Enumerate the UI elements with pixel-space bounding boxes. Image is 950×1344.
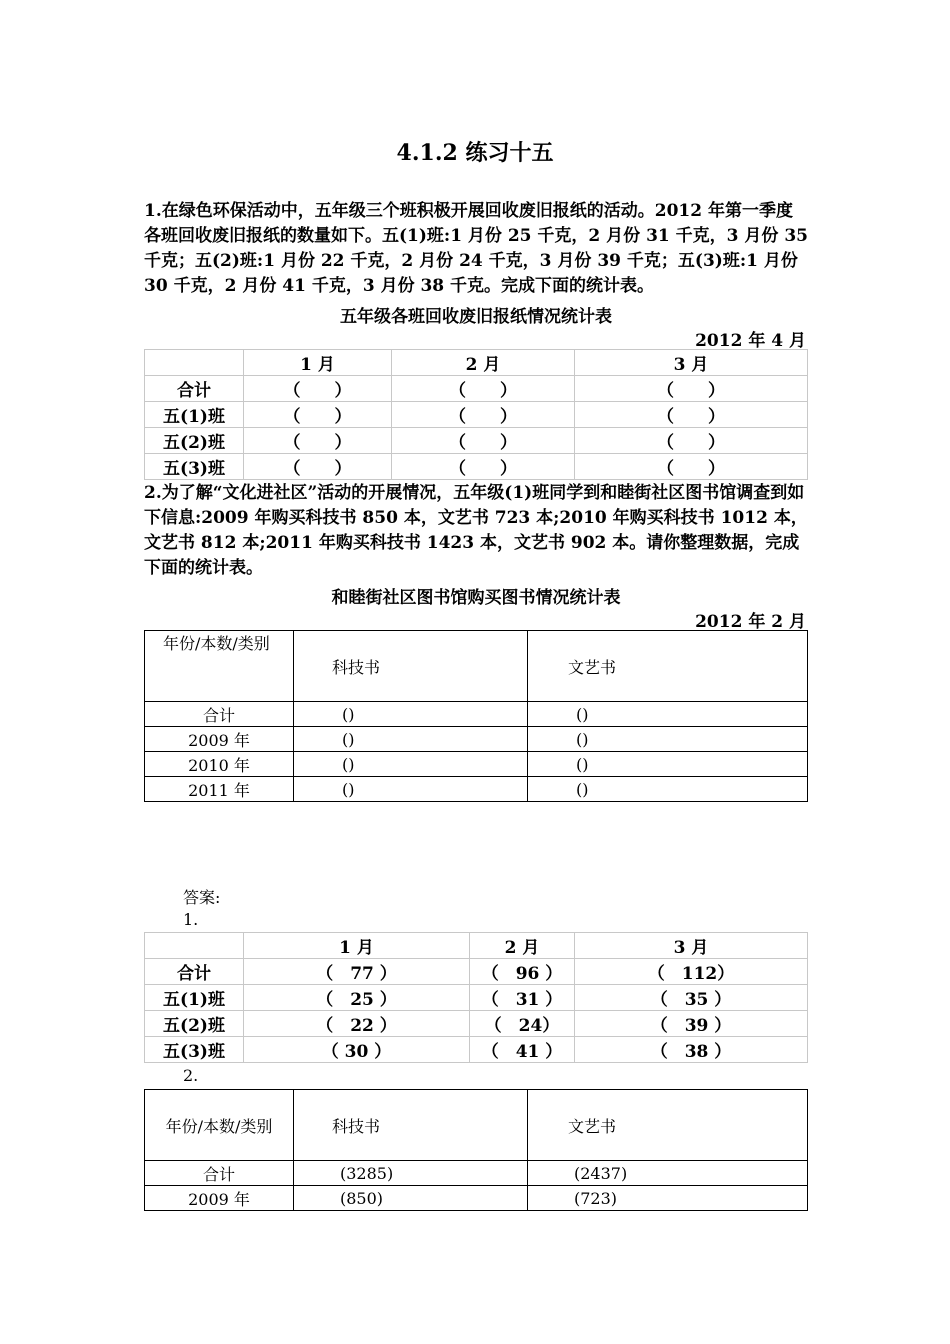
answer-cell: (2437): [528, 1161, 808, 1186]
table-row: [145, 985, 808, 1011]
row-label: 合计: [145, 1161, 294, 1186]
blank-cell: （ ）: [575, 376, 808, 402]
blank-cell: （ ）: [244, 454, 392, 480]
blank-cell: （ ）: [575, 428, 808, 454]
answer-cell: （ 24）: [470, 1011, 575, 1037]
row-label: 五(2)班: [145, 428, 244, 454]
blank-cell: (): [294, 727, 528, 752]
answer-cell: （ 112）: [575, 959, 808, 985]
table-header-cell: [145, 933, 244, 959]
answer-cell: （ 38 ）: [575, 1037, 808, 1063]
question-1-table-title: 五年级各班回收废旧报纸情况统计表: [340, 307, 612, 327]
table-row: [145, 1037, 808, 1063]
row-label: 合计: [145, 376, 244, 402]
table-row: [145, 727, 808, 752]
answer-cell: （ 30 ）: [244, 1037, 470, 1063]
table-header-row: [145, 933, 808, 959]
blank-cell: (): [528, 727, 808, 752]
table-row: [145, 454, 808, 480]
blank-cell: （ ）: [392, 454, 575, 480]
answer-cell: (723): [528, 1186, 808, 1211]
table-header-cell: 年份/本数/类别: [145, 631, 294, 702]
answer-cell: (850): [294, 1186, 528, 1211]
answer-cell: （ 39 ）: [575, 1011, 808, 1037]
answer-cell: （ 35 ）: [575, 985, 808, 1011]
answer-1-table: [144, 932, 808, 1063]
question-2-table-date: 2012 年 2 月: [695, 612, 806, 632]
answer-cell: （ 31 ）: [470, 985, 575, 1011]
page-title: 4.1.2 练习十五: [396, 140, 554, 166]
blank-cell: （ ）: [575, 454, 808, 480]
question-2-table: [144, 630, 808, 802]
table-header-cell: 1 月: [244, 350, 392, 376]
row-label: 合计: [145, 959, 244, 985]
blank-cell: (): [528, 752, 808, 777]
row-label: 五(1)班: [145, 985, 244, 1011]
blank-cell: (): [294, 752, 528, 777]
table-row: [145, 777, 808, 802]
table-header-cell: 科技书: [294, 1090, 528, 1161]
blank-cell: (): [528, 702, 808, 727]
table-header-cell: 年份/本数/类别: [145, 1090, 294, 1161]
blank-cell: （ ）: [392, 402, 575, 428]
answer-cell: （ 77 ）: [244, 959, 470, 985]
answer-cell: (3285): [294, 1161, 528, 1186]
table-header-cell: 科技书: [294, 631, 528, 702]
answer-1-label: 1.: [183, 910, 199, 929]
table-row: [145, 1011, 808, 1037]
row-label: 2009 年: [145, 727, 294, 752]
table-header-cell: 1 月: [244, 933, 470, 959]
table-row: [145, 428, 808, 454]
table-row: [145, 402, 808, 428]
row-label: 五(3)班: [145, 1037, 244, 1063]
table-header-cell: 2 月: [470, 933, 575, 959]
table-header-cell: 3 月: [575, 350, 808, 376]
answer-label: 答案:: [183, 888, 221, 907]
answer-cell: （ 41 ）: [470, 1037, 575, 1063]
table-header-row: [145, 631, 808, 702]
table-row: [145, 959, 808, 985]
row-label: 五(2)班: [145, 1011, 244, 1037]
question-1-table: [144, 349, 808, 480]
question-2-table-title: 和睦街社区图书馆购买图书情况统计表: [331, 588, 621, 608]
table-header-row: [145, 1090, 808, 1161]
table-header-cell: 文艺书: [528, 1090, 808, 1161]
answer-2-table: [144, 1089, 808, 1211]
table-row: [145, 376, 808, 402]
table-header-cell: 文艺书: [528, 631, 808, 702]
table-row: [145, 1186, 808, 1211]
row-label: 2011 年: [145, 777, 294, 802]
table-header-cell: 3 月: [575, 933, 808, 959]
blank-cell: （ ）: [392, 376, 575, 402]
blank-cell: (): [294, 702, 528, 727]
table-row: [145, 1161, 808, 1186]
question-1-table-date: 2012 年 4 月: [695, 331, 806, 351]
blank-cell: （ ）: [244, 428, 392, 454]
row-label: 合计: [145, 702, 294, 727]
blank-cell: （ ）: [392, 428, 575, 454]
table-header-row: [145, 350, 808, 376]
row-label: 2009 年: [145, 1186, 294, 1211]
question-2-text: 2.为了解“文化进社区”活动的开展情况，五年级(1)班同学到和睦街社区图书馆调查到如下信息:2009 年购买科技书 850 本，文艺书 723 本;2010 年购买科技书 1012 本，文艺书 812 本;2011 年购买科技书 1423 本，文艺书 902 本。请你整理数据，完成下面的统计表。: [144, 483, 808, 578]
answer-cell: （ 25 ）: [244, 985, 470, 1011]
table-row: [145, 702, 808, 727]
row-label: 五(3)班: [145, 454, 244, 480]
question-1-text: 1.在绿色环保活动中，五年级三个班积极开展回收废旧报纸的活动。2012 年第一季度各班回收废旧报纸的数量如下。五(1)班:1 月份 25 千克，2 月份 31 千克，3 月份 35 千克；五(2)班:1 月份 22 千克，2 月份 24 千克，3 月份 39 千克；五(3)班:1 月份 30 千克，2 月份 41 千克，3 月份 38 千克。完成下面的统计表。: [144, 201, 808, 296]
row-label: 五(1)班: [145, 402, 244, 428]
blank-cell: （ ）: [575, 402, 808, 428]
answer-cell: （ 22 ）: [244, 1011, 470, 1037]
blank-cell: (): [294, 777, 528, 802]
table-row: [145, 752, 808, 777]
table-header-cell: [145, 350, 244, 376]
answer-2-label: 2.: [183, 1066, 199, 1085]
table-header-cell: 2 月: [392, 350, 575, 376]
blank-cell: (): [528, 777, 808, 802]
blank-cell: （ ）: [244, 376, 392, 402]
answer-cell: （ 96 ）: [470, 959, 575, 985]
row-label: 2010 年: [145, 752, 294, 777]
blank-cell: （ ）: [244, 402, 392, 428]
